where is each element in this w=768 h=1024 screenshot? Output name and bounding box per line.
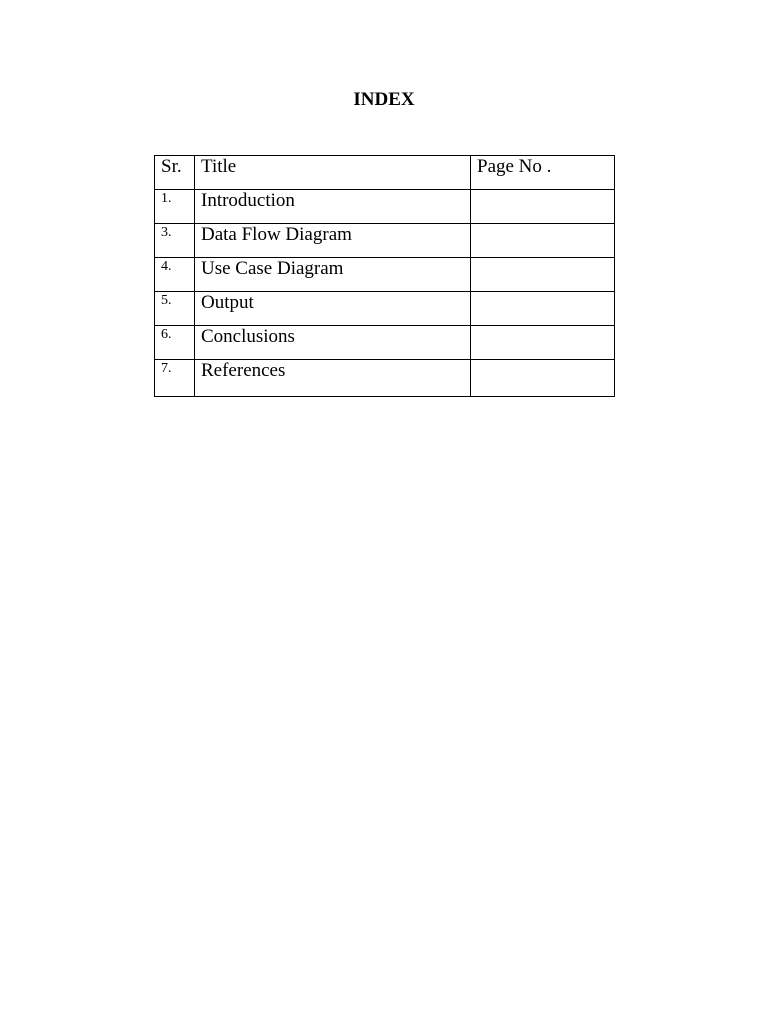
- row-page-no: [471, 258, 615, 292]
- row-page-no: [471, 292, 615, 326]
- table-row: [155, 326, 615, 360]
- table-row: [155, 360, 615, 397]
- row-page-no: [471, 224, 615, 258]
- page-title: INDEX: [353, 89, 415, 110]
- row-page-no: [471, 326, 615, 360]
- table-row: [155, 292, 615, 326]
- table-row: [155, 258, 615, 292]
- table-row: [155, 224, 615, 258]
- row-title: Output: [195, 292, 471, 326]
- index-table: [154, 155, 615, 397]
- row-title: Use Case Diagram: [195, 258, 471, 292]
- row-sr: 6.: [155, 326, 195, 360]
- table-row: [155, 190, 615, 224]
- row-page-no: [471, 360, 615, 397]
- header-sr: Sr.: [155, 156, 195, 190]
- header-page-no: Page No .: [471, 156, 615, 190]
- table-header-row: [155, 156, 615, 190]
- row-sr: 1.: [155, 190, 195, 224]
- row-sr: 4.: [155, 258, 195, 292]
- row-title: Data Flow Diagram: [195, 224, 471, 258]
- row-title: Conclusions: [195, 326, 471, 360]
- row-sr: 7.: [155, 360, 195, 397]
- row-sr: 5.: [155, 292, 195, 326]
- row-title: Introduction: [195, 190, 471, 224]
- row-page-no: [471, 190, 615, 224]
- row-title: References: [195, 360, 471, 397]
- row-sr: 3.: [155, 224, 195, 258]
- header-title: Title: [195, 156, 471, 190]
